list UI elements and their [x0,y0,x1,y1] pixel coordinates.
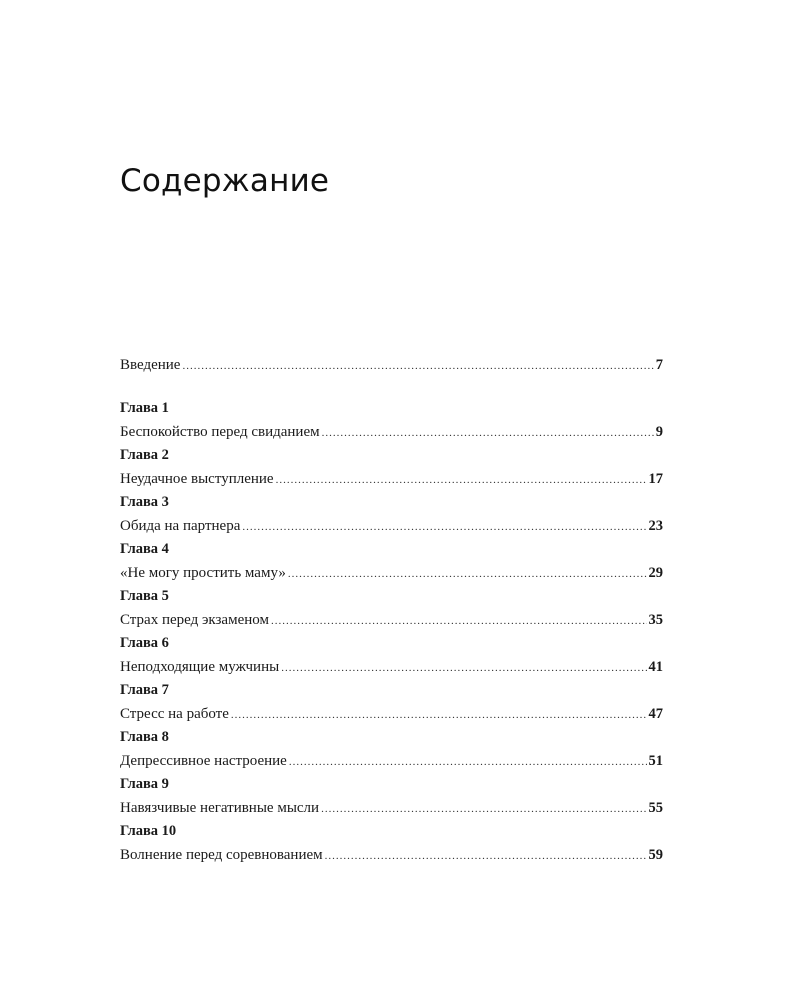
toc-page-number: 41 [648,659,663,675]
page-title: Содержание [120,163,330,199]
toc-page-number: 29 [648,565,663,581]
toc-entry-title: Депрессивное настроение [120,753,287,769]
toc-chapter-5[interactable] [120,585,663,632]
toc-entry-title: Обида на партнера [120,518,241,534]
toc-entry-title: Беспокойство перед свиданием [120,424,320,440]
toc-entry-title: «Не могу простить маму» [120,565,286,581]
toc-chapter-9[interactable] [120,773,663,820]
toc-chapter-8[interactable] [120,726,663,773]
dot-leader [325,843,647,868]
toc-chapter-7[interactable] [120,679,663,726]
toc-entry-line [120,796,663,820]
toc-page-number: 35 [648,612,663,628]
toc-entry-line [120,514,663,538]
dot-leader [231,702,647,727]
toc-entry-title: Неудачное выступление [120,471,274,487]
toc-chapter-6[interactable] [120,632,663,679]
toc-page-number: 47 [648,706,663,722]
dot-leader [242,514,646,539]
toc-chapter-2[interactable] [120,444,663,491]
toc-chapter-4[interactable] [120,538,663,585]
dot-leader [182,353,653,378]
table-of-contents [120,353,663,867]
toc-page-number: 17 [648,471,663,487]
chapter-label: Глава 6 [120,635,169,651]
chapter-label: Глава 9 [120,776,169,792]
toc-entry-title: Стресс на работе [120,706,229,722]
toc-entry-title: Страх перед экзаменом [120,612,269,628]
toc-entry-title: Введение [120,357,181,373]
toc-page-number: 23 [648,518,663,534]
toc-entry-line [120,467,663,491]
toc-entry-line [120,608,663,632]
chapter-label: Глава 1 [120,400,169,416]
dot-leader [289,749,647,774]
toc-entry-introduction[interactable] [120,353,663,377]
toc-page-number: 51 [648,753,663,769]
dot-leader [281,655,646,680]
chapter-label: Глава 7 [120,682,169,698]
chapter-label: Глава 4 [120,541,169,557]
chapter-label: Глава 3 [120,494,169,510]
toc-entry-line [120,561,663,585]
chapter-label: Глава 2 [120,447,169,463]
toc-entry-line [120,420,663,444]
toc-chapter-3[interactable] [120,491,663,538]
toc-chapter-10[interactable] [120,820,663,867]
toc-page-number: 7 [655,357,663,373]
dot-leader [276,467,647,492]
toc-entry-line [120,749,663,773]
toc-entry-line [120,702,663,726]
dot-leader [271,608,647,633]
toc-entry-title: Волнение перед соревнованием [120,847,323,863]
toc-chapter-1[interactable] [120,397,663,444]
dot-leader [322,420,654,445]
toc-entry-line [120,843,663,867]
dot-leader [321,796,646,821]
toc-page-number: 55 [648,800,663,816]
toc-page-number: 9 [655,424,663,440]
chapter-label: Глава 8 [120,729,169,745]
chapter-label: Глава 5 [120,588,169,604]
toc-entry-line [120,655,663,679]
toc-page-number: 59 [648,847,663,863]
chapter-label: Глава 10 [120,823,177,839]
toc-entry-title: Навязчивые негативные мысли [120,800,320,816]
dot-leader [288,561,647,586]
toc-entry-title: Неподходящие мужчины [120,659,280,675]
